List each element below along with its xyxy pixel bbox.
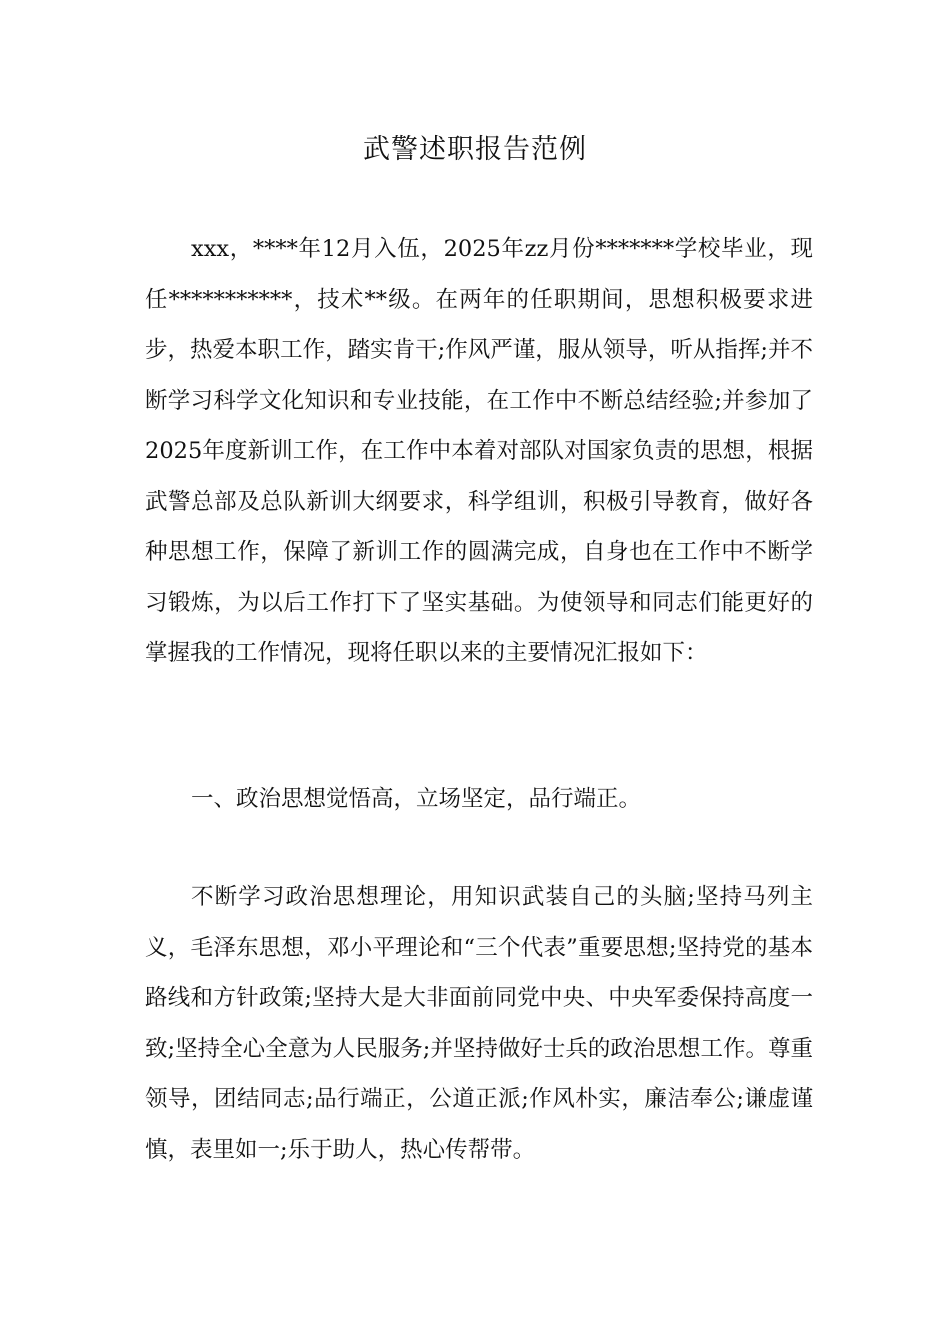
intro-paragraph: xxx，****年12月入伍，2025年zz月份*******学校毕业，现任***********，技术**级。在两年的任职期间，思想积极要求进步，热爱本职工作，踏实肯干;作风严谨，服从领导，听从指挥;并不断学习科学文化知识和专业技能，在工作中不断总结经验;并参加了2025年度新训工作，在工作中本着对部队对国家负责的思想，根据武警总部及总队新训大纲要求，科学组训，积极引导教育，做好各种思想工作，保障了新训工作的圆满完成，自身也在工作中不断学习锻炼，为以后工作打下了坚实基础。为使领导和同志们能更好的掌握我的工作情况，现将任职以来的主要情况汇报如下： [145, 236, 813, 666]
section-heading-1: 一、政治思想觉悟高，立场坚定，品行端正。 [191, 786, 642, 812]
section-1-paragraph: 不断学习政治思想理论，用知识武装自己的头脑;坚持马列主义，毛泽东思想，邓小平理论和“三个代表”重要思想;坚持党的基本路线和方针政策;坚持大是大非面前同党中央、中央军委保持高度一致;坚持全心全意为人民服务;并坚持做好士兵的政治思想工作。尊重领导，团结同志;品行端正，公道正派;作风朴实，廉洁奉公;谦虚谨慎，表里如一;乐于助人，热心传帮带。 [145, 884, 813, 1163]
document-title: 武警述职报告范例 [363, 134, 587, 165]
